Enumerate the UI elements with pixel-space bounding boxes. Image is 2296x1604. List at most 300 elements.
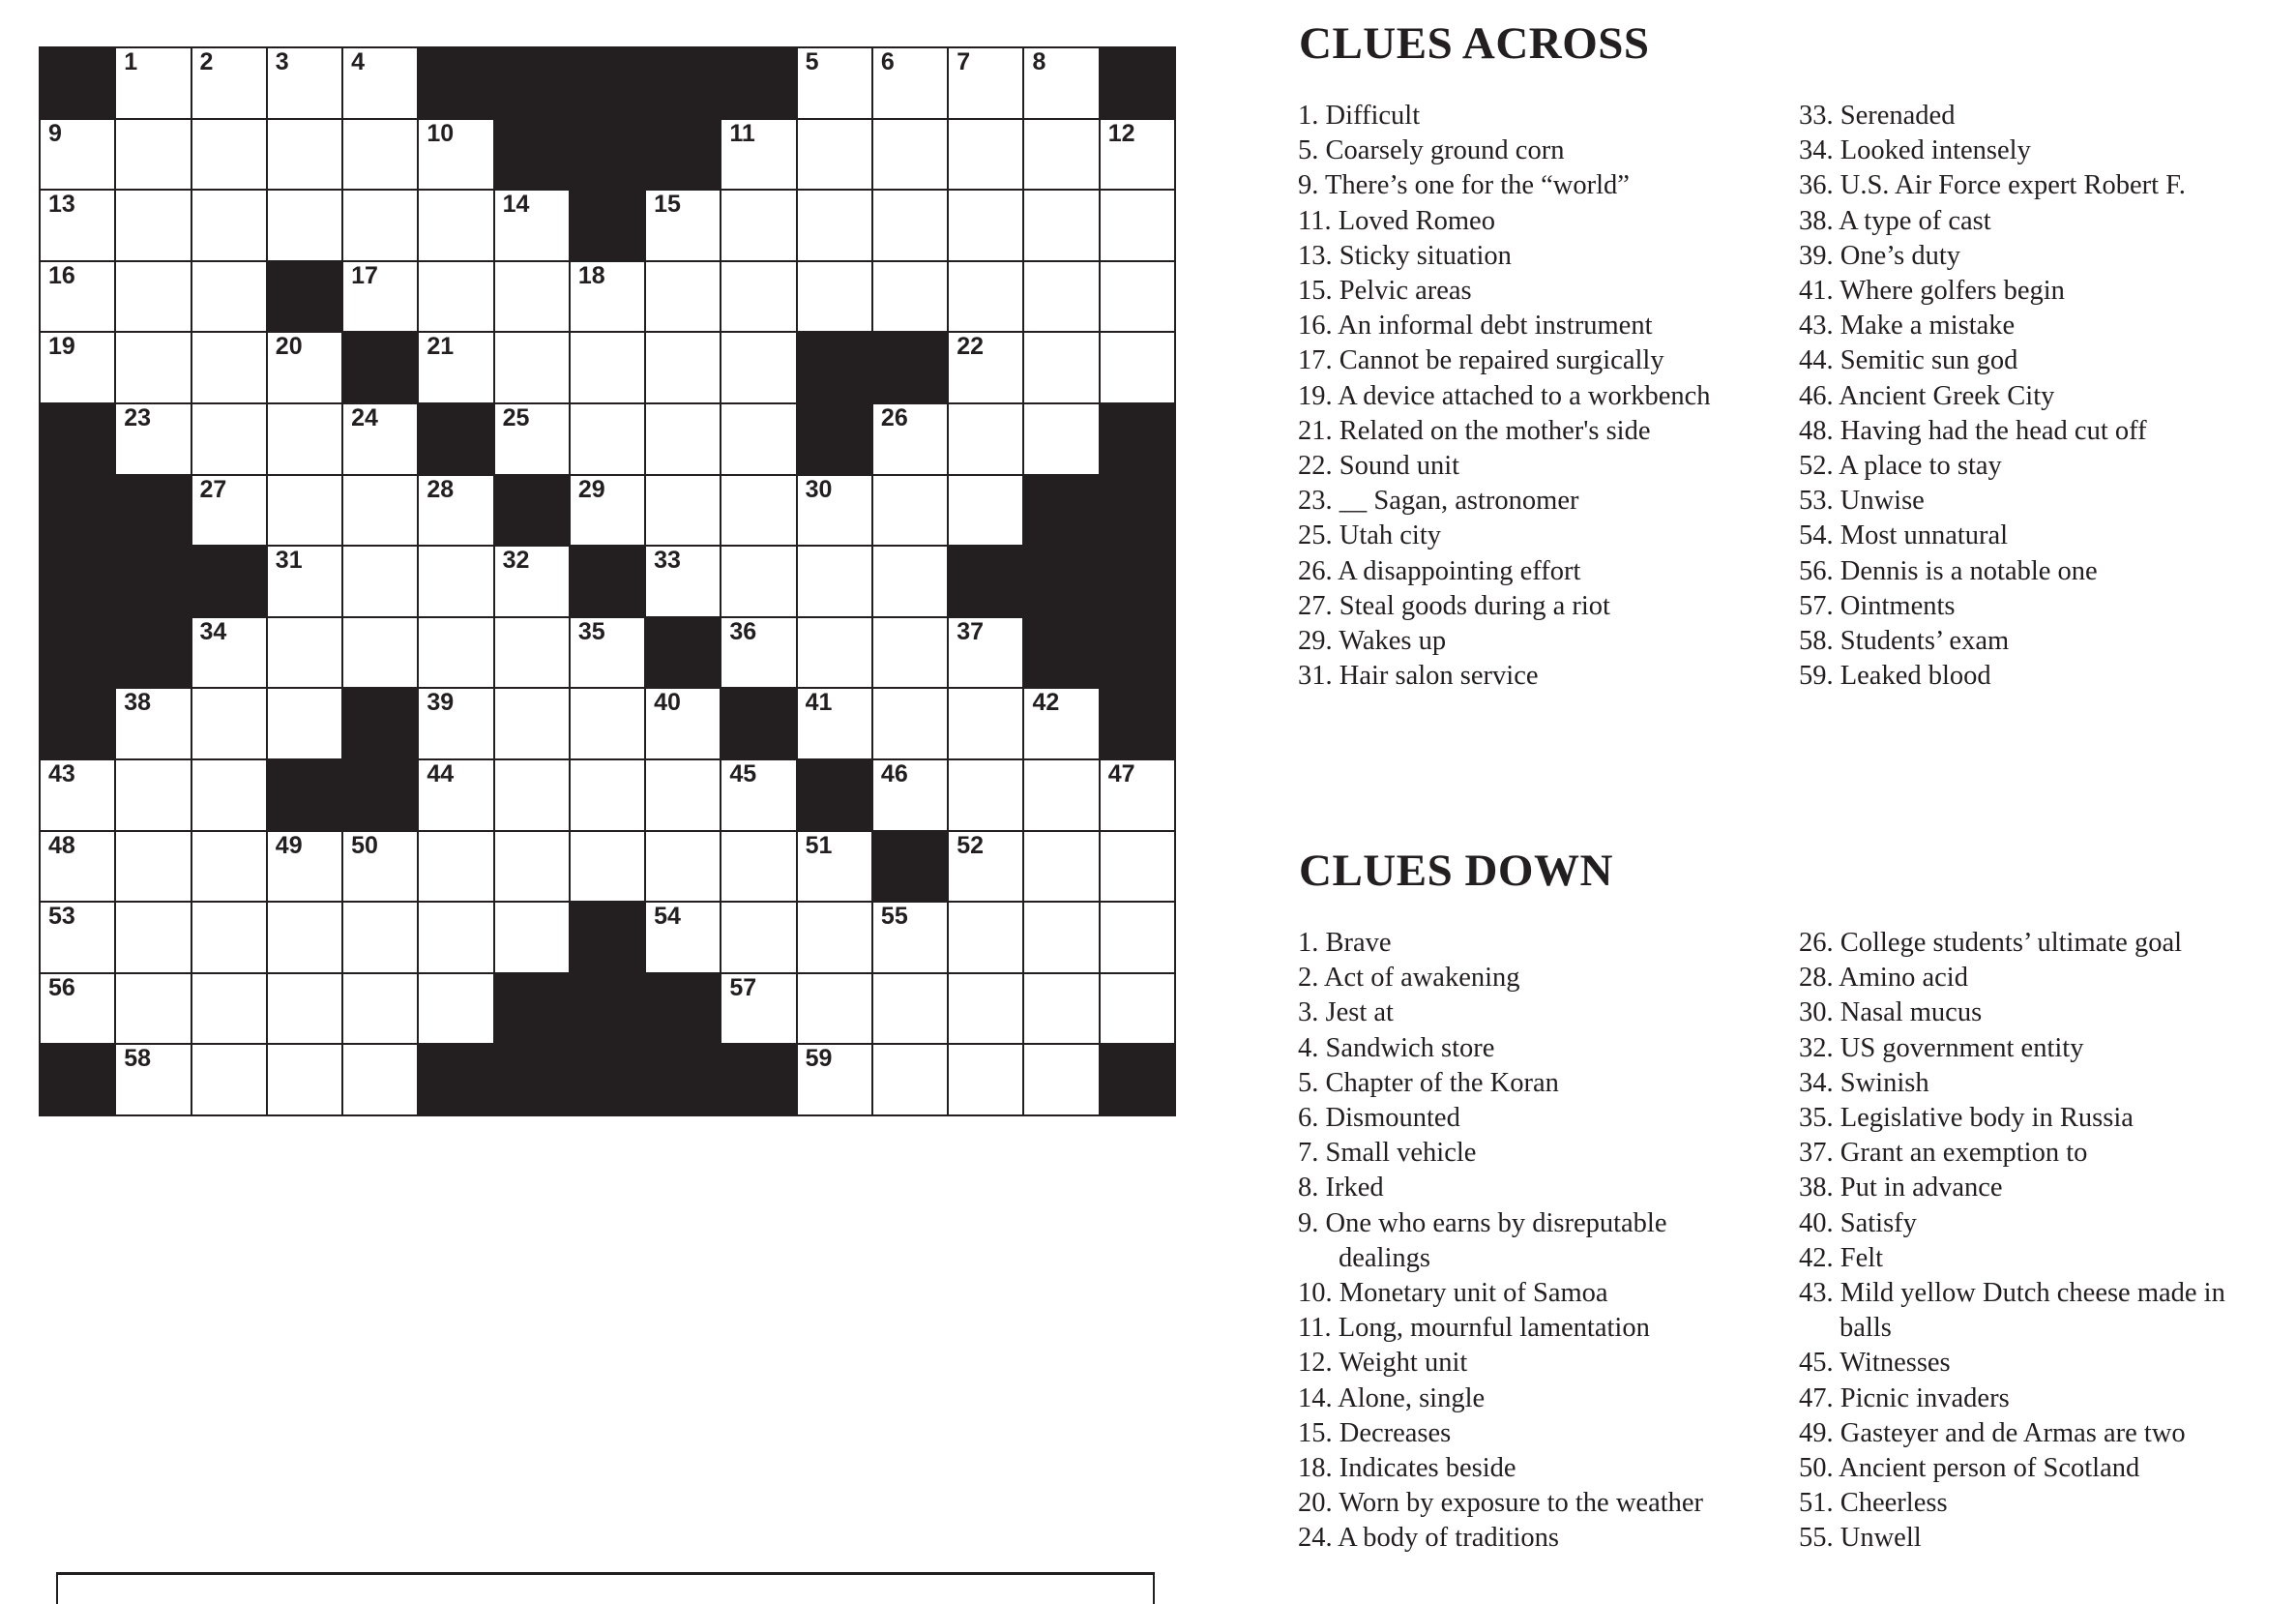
cell-number: 29 bbox=[577, 475, 605, 503]
grid-block bbox=[571, 974, 644, 1044]
grid-cell[interactable] bbox=[646, 476, 720, 546]
cell-number: 39 bbox=[427, 689, 455, 717]
grid-cell[interactable] bbox=[949, 262, 1022, 332]
clue-item: 33. Serenaded bbox=[1799, 101, 1956, 131]
grid-cell[interactable] bbox=[646, 547, 720, 616]
grid-block bbox=[1024, 476, 1098, 546]
grid-block bbox=[419, 1045, 492, 1114]
grid-block bbox=[116, 547, 190, 616]
grid-cell[interactable] bbox=[343, 832, 417, 902]
grid-block bbox=[1101, 618, 1174, 688]
grid-block bbox=[343, 333, 417, 402]
clue-item: 29. Wakes up bbox=[1298, 626, 1447, 657]
grid-cell[interactable] bbox=[192, 689, 266, 758]
grid-cell[interactable] bbox=[571, 476, 644, 546]
clue-item: 57. Ointments bbox=[1799, 590, 1956, 621]
clue-item: 50. Ancient person of Scotland bbox=[1799, 1453, 2140, 1484]
grid-cell[interactable] bbox=[949, 48, 1022, 118]
grid-cell[interactable] bbox=[116, 120, 190, 190]
grid-cell[interactable] bbox=[571, 262, 644, 332]
grid-block bbox=[192, 547, 266, 616]
grid-cell[interactable] bbox=[268, 120, 341, 190]
cell-number: 9 bbox=[48, 119, 62, 147]
grid-block bbox=[41, 547, 114, 616]
clue-item: 43. Make a mistake bbox=[1799, 311, 2016, 342]
clue-item: 16. An informal debt instrument bbox=[1298, 311, 1653, 342]
grid-cell[interactable] bbox=[343, 903, 417, 972]
cell-number: 3 bbox=[275, 48, 289, 75]
grid-cell[interactable] bbox=[343, 476, 417, 546]
grid-cell[interactable] bbox=[1024, 903, 1098, 972]
clues-down-list-right bbox=[1799, 926, 2263, 1557]
grid-block bbox=[721, 1045, 795, 1114]
grid-cell[interactable] bbox=[192, 1045, 266, 1114]
grid-cell[interactable] bbox=[1101, 191, 1174, 260]
grid-block bbox=[41, 404, 114, 474]
grid-cell[interactable] bbox=[949, 333, 1022, 402]
grid-block bbox=[1101, 689, 1174, 758]
cell-number: 45 bbox=[729, 759, 757, 787]
grid-cell[interactable] bbox=[343, 547, 417, 616]
grid-cell[interactable] bbox=[798, 832, 871, 902]
grid-cell[interactable] bbox=[721, 404, 795, 474]
clue-item: 10. Monetary unit of Samoa bbox=[1298, 1278, 1608, 1309]
grid-cell[interactable] bbox=[495, 832, 569, 902]
grid-cell[interactable] bbox=[873, 903, 947, 972]
grid-block bbox=[571, 1045, 644, 1114]
grid-cell[interactable] bbox=[41, 333, 114, 402]
grid-cell[interactable] bbox=[1024, 404, 1098, 474]
grid-cell[interactable] bbox=[495, 404, 569, 474]
grid-cell[interactable] bbox=[419, 333, 492, 402]
grid-cell[interactable] bbox=[721, 618, 795, 688]
cell-number: 1 bbox=[124, 48, 138, 75]
grid-cell[interactable] bbox=[192, 333, 266, 402]
cell-number: 42 bbox=[1032, 689, 1060, 717]
grid-cell[interactable] bbox=[268, 191, 341, 260]
grid-cell[interactable] bbox=[41, 903, 114, 972]
cell-number: 5 bbox=[805, 48, 819, 75]
grid-cell[interactable] bbox=[268, 618, 341, 688]
grid-block bbox=[646, 618, 720, 688]
cell-number: 17 bbox=[351, 261, 378, 289]
cell-number: 33 bbox=[654, 547, 681, 575]
grid-cell[interactable] bbox=[41, 120, 114, 190]
clue-item: 52. A place to stay bbox=[1799, 451, 2002, 482]
clue-item: 4. Sandwich store bbox=[1298, 1032, 1495, 1063]
grid-block bbox=[41, 689, 114, 758]
grid-cell[interactable] bbox=[798, 903, 871, 972]
cell-number: 34 bbox=[199, 617, 227, 645]
grid-cell[interactable] bbox=[873, 191, 947, 260]
grid-cell[interactable] bbox=[646, 832, 720, 902]
grid-cell[interactable] bbox=[721, 832, 795, 902]
grid-cell[interactable] bbox=[1024, 1045, 1098, 1114]
clue-item: 15. Decreases bbox=[1298, 1417, 1452, 1448]
clue-item: 45. Witnesses bbox=[1799, 1348, 1951, 1379]
grid-block bbox=[1101, 476, 1174, 546]
grid-cell[interactable] bbox=[343, 1045, 417, 1114]
grid-cell[interactable] bbox=[116, 404, 190, 474]
clue-item: 58. Students’ exam bbox=[1799, 626, 2010, 657]
cell-number: 30 bbox=[805, 475, 833, 503]
grid-block bbox=[495, 120, 569, 190]
clue-item: 11. Long, mournful lamentation bbox=[1298, 1313, 1650, 1344]
grid-cell[interactable] bbox=[1024, 48, 1098, 118]
cell-number: 38 bbox=[124, 689, 152, 717]
grid-cell[interactable] bbox=[873, 547, 947, 616]
grid-cell[interactable] bbox=[268, 476, 341, 546]
grid-cell[interactable] bbox=[116, 832, 190, 902]
grid-cell[interactable] bbox=[343, 404, 417, 474]
grid-cell[interactable] bbox=[873, 262, 947, 332]
grid-cell[interactable] bbox=[192, 974, 266, 1044]
clues-across-title: CLUES ACROSS bbox=[1299, 18, 1650, 69]
clue-item: 47. Picnic invaders bbox=[1799, 1382, 2010, 1413]
clue-item: 38. A type of cast bbox=[1799, 205, 1991, 236]
grid-cell[interactable] bbox=[192, 618, 266, 688]
grid-cell[interactable] bbox=[949, 120, 1022, 190]
grid-cell[interactable] bbox=[646, 262, 720, 332]
cell-number: 55 bbox=[880, 903, 908, 931]
grid-cell[interactable] bbox=[495, 262, 569, 332]
clue-item: 12. Weight unit bbox=[1298, 1348, 1468, 1379]
grid-cell[interactable] bbox=[873, 120, 947, 190]
grid-cell[interactable] bbox=[721, 476, 795, 546]
grid-cell[interactable] bbox=[873, 476, 947, 546]
clue-item: 31. Hair salon service bbox=[1298, 661, 1539, 692]
grid-cell[interactable] bbox=[116, 191, 190, 260]
grid-cell[interactable] bbox=[873, 760, 947, 830]
cell-number: 35 bbox=[577, 617, 605, 645]
grid-cell[interactable] bbox=[1024, 689, 1098, 758]
grid-cell[interactable] bbox=[646, 404, 720, 474]
clue-item: 1. Difficult bbox=[1298, 101, 1421, 131]
cell-number: 52 bbox=[957, 831, 984, 859]
grid-cell[interactable] bbox=[721, 974, 795, 1044]
grid-cell[interactable] bbox=[646, 903, 720, 972]
grid-block bbox=[495, 1045, 569, 1114]
clue-item: 18. Indicates beside bbox=[1298, 1453, 1516, 1484]
grid-cell[interactable] bbox=[419, 974, 492, 1044]
grid-cell[interactable] bbox=[116, 689, 190, 758]
grid-cell[interactable] bbox=[1024, 760, 1098, 830]
clue-item: 15. Pelvic areas bbox=[1298, 276, 1472, 307]
grid-cell[interactable] bbox=[949, 191, 1022, 260]
cell-number: 19 bbox=[48, 333, 75, 361]
grid-cell[interactable] bbox=[571, 618, 644, 688]
grid-cell[interactable] bbox=[419, 760, 492, 830]
grid-cell[interactable] bbox=[646, 760, 720, 830]
grid-cell[interactable] bbox=[721, 262, 795, 332]
clue-item: 7. Small vehicle bbox=[1298, 1138, 1477, 1169]
grid-cell[interactable] bbox=[192, 760, 266, 830]
grid-cell[interactable] bbox=[949, 832, 1022, 902]
clue-item: 38. Put in advance bbox=[1799, 1173, 2003, 1203]
cell-number: 54 bbox=[654, 903, 681, 931]
grid-cell[interactable] bbox=[192, 404, 266, 474]
clue-item: 20. Worn by exposure to the weather bbox=[1298, 1488, 1704, 1519]
grid-cell[interactable] bbox=[495, 547, 569, 616]
grid-block bbox=[41, 48, 114, 118]
clue-item: 8. Irked bbox=[1298, 1173, 1384, 1203]
grid-cell[interactable] bbox=[949, 1045, 1022, 1114]
grid-cell[interactable] bbox=[343, 618, 417, 688]
clue-item: 36. U.S. Air Force expert Robert F. bbox=[1799, 170, 2186, 201]
grid-cell[interactable] bbox=[419, 476, 492, 546]
cell-number: 28 bbox=[427, 475, 455, 503]
grid-cell[interactable] bbox=[268, 48, 341, 118]
clue-item: 1. Brave bbox=[1298, 928, 1392, 958]
grid-cell[interactable] bbox=[1024, 262, 1098, 332]
grid-cell[interactable] bbox=[116, 48, 190, 118]
grid-block bbox=[646, 974, 720, 1044]
grid-block bbox=[721, 48, 795, 118]
cell-number: 36 bbox=[729, 617, 757, 645]
cell-number: 32 bbox=[502, 547, 530, 575]
grid-cell[interactable] bbox=[495, 618, 569, 688]
clue-item: 48. Having had the head cut off bbox=[1799, 415, 2147, 446]
grid-block bbox=[571, 191, 644, 260]
cell-number: 20 bbox=[275, 333, 303, 361]
clue-item: 34. Looked intensely bbox=[1799, 135, 2031, 166]
cell-number: 46 bbox=[880, 759, 908, 787]
grid-cell[interactable] bbox=[949, 974, 1022, 1044]
grid-cell[interactable] bbox=[721, 191, 795, 260]
grid-cell[interactable] bbox=[949, 689, 1022, 758]
grid-cell[interactable] bbox=[873, 48, 947, 118]
grid-cell[interactable] bbox=[798, 689, 871, 758]
grid-cell[interactable] bbox=[419, 547, 492, 616]
grid-cell[interactable] bbox=[873, 974, 947, 1044]
grid-cell[interactable] bbox=[646, 191, 720, 260]
cell-number: 56 bbox=[48, 973, 75, 1001]
grid-cell[interactable] bbox=[192, 903, 266, 972]
grid-cell[interactable] bbox=[1101, 333, 1174, 402]
grid-cell[interactable] bbox=[1101, 760, 1174, 830]
cell-number: 7 bbox=[957, 48, 971, 75]
grid-cell[interactable] bbox=[419, 832, 492, 902]
clue-item: 53. Unwise bbox=[1799, 486, 1925, 517]
grid-block bbox=[495, 974, 569, 1044]
grid-cell[interactable] bbox=[1024, 974, 1098, 1044]
grid-cell[interactable] bbox=[192, 832, 266, 902]
cell-number: 16 bbox=[48, 261, 75, 289]
grid-cell[interactable] bbox=[495, 689, 569, 758]
cell-number: 15 bbox=[654, 191, 681, 219]
clue-item: 14. Alone, single bbox=[1298, 1382, 1486, 1413]
cell-number: 25 bbox=[502, 403, 530, 431]
grid-cell[interactable] bbox=[949, 760, 1022, 830]
grid-cell[interactable] bbox=[873, 1045, 947, 1114]
grid-cell[interactable] bbox=[41, 262, 114, 332]
clue-item: 51. Cheerless bbox=[1799, 1488, 1948, 1519]
cell-number: 12 bbox=[1107, 119, 1135, 147]
grid-cell[interactable] bbox=[268, 1045, 341, 1114]
clue-item: 9. There’s one for the “world” bbox=[1298, 170, 1630, 201]
cell-number: 22 bbox=[957, 333, 984, 361]
grid-block bbox=[571, 120, 644, 190]
grid-cell[interactable] bbox=[798, 262, 871, 332]
grid-cell[interactable] bbox=[1024, 333, 1098, 402]
grid-cell[interactable] bbox=[646, 333, 720, 402]
grid-cell[interactable] bbox=[268, 832, 341, 902]
grid-block bbox=[646, 1045, 720, 1114]
grid-cell[interactable] bbox=[116, 974, 190, 1044]
grid-cell[interactable] bbox=[343, 120, 417, 190]
grid-block bbox=[949, 547, 1022, 616]
grid-cell[interactable] bbox=[116, 760, 190, 830]
grid-block bbox=[571, 903, 644, 972]
grid-cell[interactable] bbox=[343, 262, 417, 332]
grid-cell[interactable] bbox=[419, 618, 492, 688]
grid-cell[interactable] bbox=[268, 404, 341, 474]
grid-cell[interactable] bbox=[873, 404, 947, 474]
grid-cell[interactable] bbox=[495, 333, 569, 402]
grid-block bbox=[268, 760, 341, 830]
grid-cell[interactable] bbox=[343, 191, 417, 260]
clue-item: 26. A disappointing effort bbox=[1298, 555, 1581, 586]
grid-cell[interactable] bbox=[949, 903, 1022, 972]
grid-cell[interactable] bbox=[192, 120, 266, 190]
grid-cell[interactable] bbox=[116, 1045, 190, 1114]
clue-item: 21. Related on the mother's side bbox=[1298, 415, 1651, 446]
grid-cell[interactable] bbox=[192, 191, 266, 260]
grid-cell[interactable] bbox=[1024, 832, 1098, 902]
grid-block bbox=[343, 689, 417, 758]
grid-cell[interactable] bbox=[1101, 262, 1174, 332]
cell-number: 10 bbox=[427, 119, 455, 147]
grid-cell[interactable] bbox=[798, 1045, 871, 1114]
grid-block bbox=[721, 689, 795, 758]
grid-cell[interactable] bbox=[1024, 191, 1098, 260]
grid-block bbox=[495, 48, 569, 118]
grid-cell[interactable] bbox=[873, 689, 947, 758]
grid-cell[interactable] bbox=[571, 404, 644, 474]
grid-cell[interactable] bbox=[571, 832, 644, 902]
grid-cell[interactable] bbox=[41, 974, 114, 1044]
grid-block bbox=[1101, 404, 1174, 474]
grid-cell[interactable] bbox=[116, 262, 190, 332]
grid-cell[interactable] bbox=[268, 974, 341, 1044]
grid-cell[interactable] bbox=[721, 903, 795, 972]
grid-cell[interactable] bbox=[798, 120, 871, 190]
clue-item: 30. Nasal mucus bbox=[1799, 997, 1983, 1028]
clue-item: 25. Utah city bbox=[1298, 520, 1442, 551]
grid-cell[interactable] bbox=[419, 689, 492, 758]
cell-number: 44 bbox=[427, 759, 455, 787]
clue-item: 9. One who earns by disreputable dealings bbox=[1298, 1207, 1667, 1273]
grid-cell[interactable] bbox=[41, 760, 114, 830]
grid-cell[interactable] bbox=[571, 760, 644, 830]
grid-cell[interactable] bbox=[343, 48, 417, 118]
grid-cell[interactable] bbox=[419, 262, 492, 332]
grid-cell[interactable] bbox=[268, 903, 341, 972]
grid-cell[interactable] bbox=[1101, 974, 1174, 1044]
clue-item: 19. A device attached to a workbench bbox=[1298, 380, 1711, 411]
grid-cell[interactable] bbox=[798, 618, 871, 688]
grid-block bbox=[571, 547, 644, 616]
cell-number: 26 bbox=[880, 403, 908, 431]
grid-cell[interactable] bbox=[798, 48, 871, 118]
grid-cell[interactable] bbox=[798, 974, 871, 1044]
clue-item: 2. Act of awakening bbox=[1298, 963, 1520, 994]
grid-cell[interactable] bbox=[798, 476, 871, 546]
grid-cell[interactable] bbox=[116, 333, 190, 402]
grid-cell[interactable] bbox=[571, 689, 644, 758]
grid-block bbox=[343, 760, 417, 830]
cell-number: 21 bbox=[427, 333, 455, 361]
grid-cell[interactable] bbox=[41, 191, 114, 260]
grid-cell[interactable] bbox=[419, 191, 492, 260]
grid-block bbox=[571, 48, 644, 118]
grid-cell[interactable] bbox=[192, 48, 266, 118]
grid-cell[interactable] bbox=[721, 760, 795, 830]
grid-cell[interactable] bbox=[495, 903, 569, 972]
clue-item: 27. Steal goods during a riot bbox=[1298, 590, 1610, 621]
grid-cell[interactable] bbox=[721, 547, 795, 616]
grid-block bbox=[495, 476, 569, 546]
grid-cell[interactable] bbox=[721, 120, 795, 190]
grid-block bbox=[419, 48, 492, 118]
grid-cell[interactable] bbox=[419, 903, 492, 972]
grid-cell[interactable] bbox=[949, 476, 1022, 546]
grid-cell[interactable] bbox=[268, 333, 341, 402]
grid-block bbox=[646, 120, 720, 190]
grid-cell[interactable] bbox=[192, 262, 266, 332]
grid-cell[interactable] bbox=[949, 618, 1022, 688]
clue-item: 5. Chapter of the Koran bbox=[1298, 1067, 1559, 1098]
grid-cell[interactable] bbox=[268, 547, 341, 616]
clues-down-title: CLUES DOWN bbox=[1299, 846, 1613, 896]
grid-cell[interactable] bbox=[1101, 120, 1174, 190]
grid-block bbox=[873, 832, 947, 902]
grid-block bbox=[798, 333, 871, 402]
grid-cell[interactable] bbox=[1024, 120, 1098, 190]
grid-cell[interactable] bbox=[1101, 903, 1174, 972]
grid-cell[interactable] bbox=[721, 333, 795, 402]
grid-cell[interactable] bbox=[192, 476, 266, 546]
grid-cell[interactable] bbox=[1101, 832, 1174, 902]
grid-cell[interactable] bbox=[646, 689, 720, 758]
clue-item: 32. US government entity bbox=[1799, 1032, 2084, 1063]
cell-number: 8 bbox=[1032, 48, 1046, 75]
cell-number: 11 bbox=[729, 119, 755, 147]
clues-across-list-right bbox=[1799, 99, 2282, 694]
grid-cell[interactable] bbox=[798, 547, 871, 616]
grid-cell[interactable] bbox=[41, 832, 114, 902]
cell-number: 2 bbox=[199, 48, 214, 75]
grid-cell[interactable] bbox=[873, 618, 947, 688]
clue-item: 3. Jest at bbox=[1298, 997, 1394, 1028]
grid-cell[interactable] bbox=[495, 760, 569, 830]
grid-cell[interactable] bbox=[949, 404, 1022, 474]
grid-block bbox=[41, 618, 114, 688]
grid-block bbox=[1101, 48, 1174, 118]
grid-cell[interactable] bbox=[268, 689, 341, 758]
grid-cell[interactable] bbox=[495, 191, 569, 260]
grid-block bbox=[798, 760, 871, 830]
grid-cell[interactable] bbox=[343, 974, 417, 1044]
cell-number: 57 bbox=[729, 973, 757, 1001]
grid-cell[interactable] bbox=[571, 333, 644, 402]
grid-cell[interactable] bbox=[116, 903, 190, 972]
clue-item: 28. Amino acid bbox=[1799, 963, 1968, 994]
grid-cell[interactable] bbox=[798, 191, 871, 260]
grid-cell[interactable] bbox=[419, 120, 492, 190]
cell-number: 53 bbox=[48, 903, 75, 931]
grid-block bbox=[1101, 1045, 1174, 1114]
